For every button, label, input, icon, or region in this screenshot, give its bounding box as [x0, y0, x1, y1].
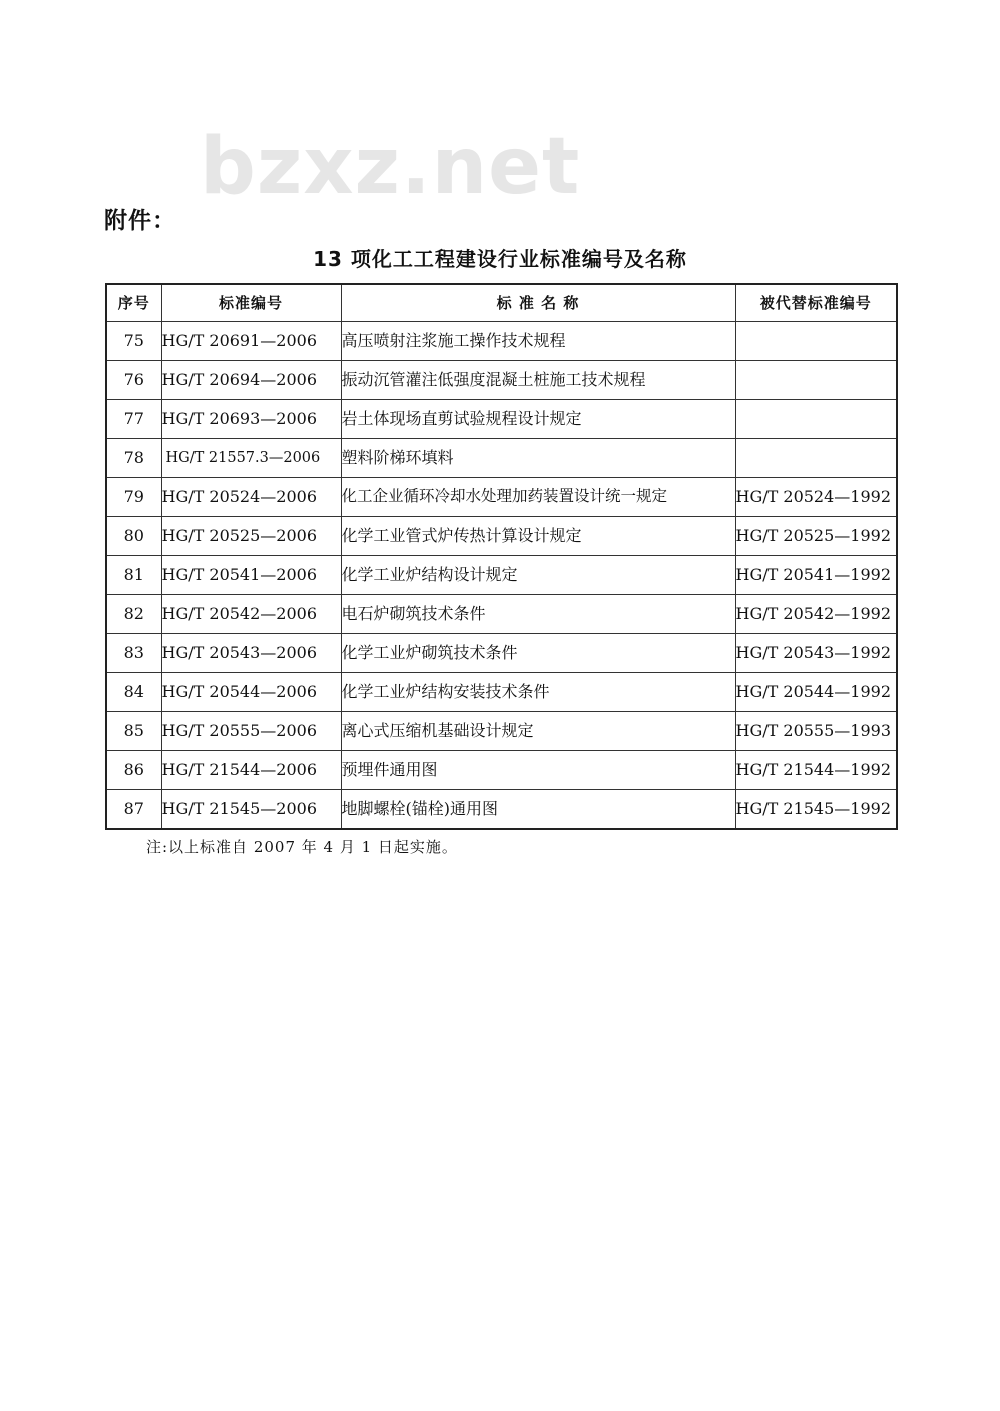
cell-code: HG/T 20544—2006 — [161, 673, 341, 712]
cell-code: HG/T 20555—2006 — [161, 712, 341, 751]
table-row — [106, 361, 897, 400]
cell-seq: 76 — [106, 361, 161, 400]
header-name: 标 准 名 称 — [341, 284, 735, 322]
cell-name: 化学工业炉结构设计规定 — [341, 556, 735, 595]
cell-code: HG/T 20694—2006 — [161, 361, 341, 400]
table-row — [106, 790, 897, 830]
cell-name: 化学工业炉结构安装技术条件 — [341, 673, 735, 712]
cell-replaced: HG/T 20544—1992 — [735, 673, 897, 712]
table-row — [106, 595, 897, 634]
header-seq: 序号 — [106, 284, 161, 322]
cell-name: 岩土体现场直剪试验规程设计规定 — [341, 400, 735, 439]
attachment-label: 附件： — [104, 208, 176, 234]
cell-replaced — [735, 400, 897, 439]
table-row — [106, 478, 897, 517]
cell-code: HG/T 20693—2006 — [161, 400, 341, 439]
cell-seq: 77 — [106, 400, 161, 439]
table-row — [106, 673, 897, 712]
table-row — [106, 751, 897, 790]
cell-code: HG/T 20542—2006 — [161, 595, 341, 634]
table-row — [106, 322, 897, 361]
standards-table — [105, 283, 898, 830]
table-row — [106, 517, 897, 556]
table-header-row — [106, 284, 897, 322]
cell-seq: 83 — [106, 634, 161, 673]
cell-name: 化工企业循环冷却水处理加药装置设计统一规定 — [341, 478, 735, 517]
cell-seq: 78 — [106, 439, 161, 478]
cell-name: 塑料阶梯环填料 — [341, 439, 735, 478]
cell-seq: 84 — [106, 673, 161, 712]
cell-seq: 79 — [106, 478, 161, 517]
footnote: 注:以上标准自 2007 年 4 月 1 日起实施。 — [146, 838, 458, 856]
cell-code: HG/T 20524—2006 — [161, 478, 341, 517]
cell-name: 化学工业炉砌筑技术条件 — [341, 634, 735, 673]
cell-name: 预埋件通用图 — [341, 751, 735, 790]
table-row — [106, 400, 897, 439]
cell-code: HG/T 20543—2006 — [161, 634, 341, 673]
document-title: 13 项化工工程建设行业标准编号及名称 — [313, 247, 687, 271]
cell-name: 振动沉管灌注低强度混凝土桩施工技术规程 — [341, 361, 735, 400]
header-replaced: 被代替标准编号 — [735, 284, 897, 322]
cell-name: 离心式压缩机基础设计规定 — [341, 712, 735, 751]
cell-seq: 80 — [106, 517, 161, 556]
cell-replaced: HG/T 21545—1992 — [735, 790, 897, 830]
cell-seq: 86 — [106, 751, 161, 790]
cell-replaced — [735, 361, 897, 400]
table-row — [106, 556, 897, 595]
cell-seq: 75 — [106, 322, 161, 361]
cell-name: 电石炉砌筑技术条件 — [341, 595, 735, 634]
cell-name: 地脚螺栓(锚栓)通用图 — [341, 790, 735, 830]
cell-name: 高压喷射注浆施工操作技术规程 — [341, 322, 735, 361]
cell-code: HG/T 21544—2006 — [161, 751, 341, 790]
cell-seq: 82 — [106, 595, 161, 634]
header-code: 标准编号 — [161, 284, 341, 322]
watermark-logo: bzxz.net — [200, 122, 581, 212]
cell-code: HG/T 20525—2006 — [161, 517, 341, 556]
cell-replaced: HG/T 20541—1992 — [735, 556, 897, 595]
cell-replaced — [735, 439, 897, 478]
cell-name: 化学工业管式炉传热计算设计规定 — [341, 517, 735, 556]
cell-code: HG/T 20691—2006 — [161, 322, 341, 361]
cell-replaced — [735, 322, 897, 361]
cell-seq: 85 — [106, 712, 161, 751]
cell-code: HG/T 21557.3—2006 — [161, 439, 341, 478]
table-row — [106, 439, 897, 478]
cell-replaced: HG/T 20543—1992 — [735, 634, 897, 673]
cell-code: HG/T 21545—2006 — [161, 790, 341, 830]
cell-replaced: HG/T 20525—1992 — [735, 517, 897, 556]
table-row — [106, 634, 897, 673]
cell-seq: 81 — [106, 556, 161, 595]
cell-replaced: HG/T 20542—1992 — [735, 595, 897, 634]
cell-replaced: HG/T 20555—1993 — [735, 712, 897, 751]
cell-code: HG/T 20541—2006 — [161, 556, 341, 595]
table-row — [106, 712, 897, 751]
cell-seq: 87 — [106, 790, 161, 830]
cell-replaced: HG/T 20524—1992 — [735, 478, 897, 517]
cell-replaced: HG/T 21544—1992 — [735, 751, 897, 790]
